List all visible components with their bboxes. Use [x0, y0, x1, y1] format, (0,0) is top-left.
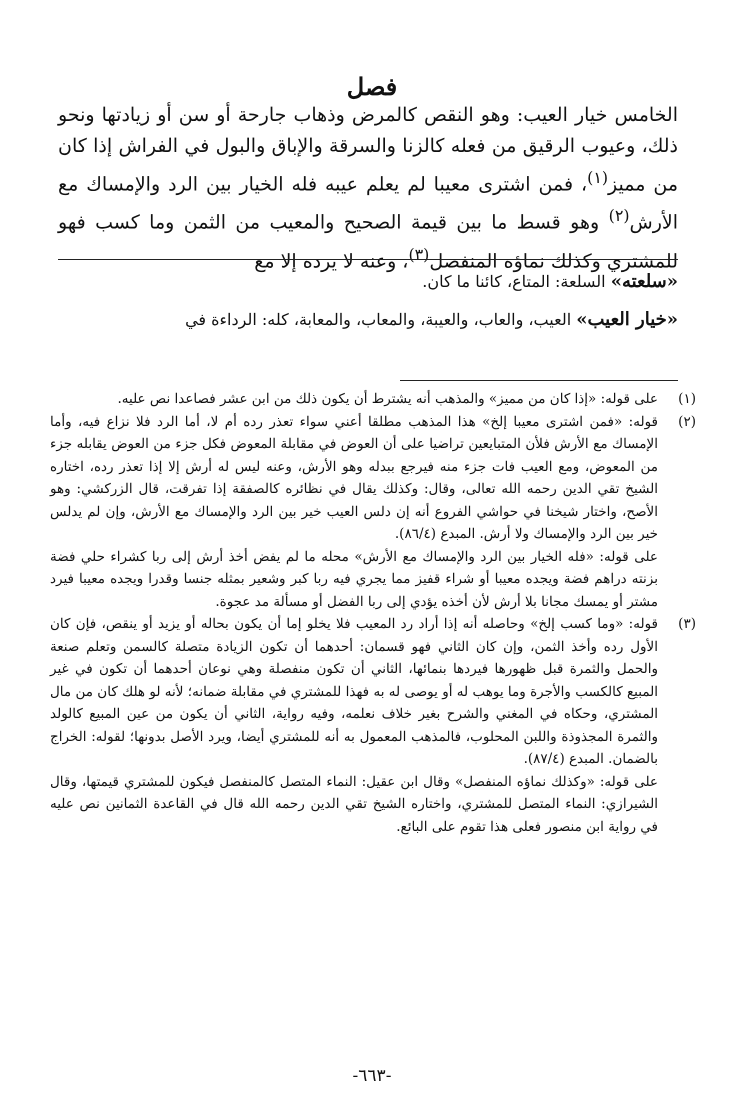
- footnote-marker-1[interactable]: (١): [587, 168, 609, 187]
- footnote-item: [50, 771, 696, 839]
- footnote-number: (١): [678, 391, 696, 407]
- footnote-number: [658, 546, 696, 614]
- gloss-entry-1: [58, 268, 678, 296]
- gloss-term-2: «خيار العيب»: [576, 309, 678, 330]
- section-title: فصل: [346, 72, 398, 101]
- footnote-text: على قوله: «وكذلك نماؤه المنفصل» وقال ابن عقيل: النماء المتصل كالمنفصل فيكون للمشتري قيمتها، وقال الشيرازي: النماء المتصل للمشتري، واختاره الشيخ تقي الدين رحمه الله قال في القاعدة الثمانين نص عليه في رواية ابن منصور فعلى هذا تقوم على البائع.: [50, 773, 658, 835]
- main-text-part-3: وهو قسط ما بين قيمة الصحيح والمعيب من الثمن وما كسب فهو للمشتري وكذلك نماؤه المنفصل: [58, 211, 678, 272]
- main-text-part-2: ، فمن اشترى معيبا لم يعلم عيبه فله الخيار بين الرد والإمساك مع الأرش: [58, 173, 678, 234]
- footnote-text: على قوله: «فله الخيار بين الرد والإمساك مع الأرش» محله ما لم يفض أخذ أرش إلى ربا كشراء حلي فضة بزنته دراهم فضة ويجده معيبا أو شراء قفيز مما يجري فيه ربا كبر وشعير بمثله جنسا وقدرا ويجده معيبا فيرد مشتر أو يمسك مجانا بلا أرش لأن أخذه يؤدي إلى ربا الفضل أو مسألة مد عجوة.: [50, 548, 658, 610]
- main-text-divider: [58, 259, 678, 260]
- footnote-divider: [400, 380, 678, 381]
- gloss-term-1: «سلعته»: [610, 271, 678, 292]
- gloss-text-1: السلعة: المتاع، كائنا ما كان.: [422, 272, 611, 291]
- main-text-part-1: الخامس خيار العيب: وهو النقص كالمرض وذهاب جارحة أو سن أو زيادتها ونحو ذلك، وعيوب الرقيق من فعله كالزنا والسرقة والإباق والبول في الفراش إذا كان من مميز: [58, 104, 678, 196]
- main-paragraph: [58, 100, 678, 277]
- footnote-number: (٢): [678, 413, 696, 430]
- main-text: [58, 100, 678, 277]
- footnote-marker-3[interactable]: (٣): [408, 244, 430, 264]
- footnote-text: قوله: «وما كسب إلخ» وحاصله أنه إذا أراد رد المعيب فلا يخلو إما أن يكون بحاله أو يزيد أو ينقص، فإن كان الأول رده وأخذ الثمن، وإن كان الثاني فهو قسمان: أحدهما أن تكون الزيادة متصلة كالسمن وتعلم صنعة والحمل والثمرة قبل ظهورها فيردها بنمائها، الثاني أن تكون منفصلة وهي نوعان أحدهما أن تكون في غير المبيع كالكسب والأجرة وما يوهب له أو يوصى له به فهذا للمشتري في مقابلة ضمانه؛ لأنه لو هلك كان من مال المشتري، وحكاه في المغني والشرح بغير خلاف نعلمه، وفيه رواية، الثاني أن يكون من عين المبيع كالولد والثمرة المجذوذة واللبن المحلوب، فالمذهب المعمول به أنه للمشتري أيضا، ويرد الأصل بدونها؛ لقوله: الخراج بالضمان. المبدع (٨٧/٤).: [50, 616, 658, 767]
- gloss-entry-2: [58, 306, 678, 334]
- gloss-text-2: العيب، والعاب، والعيبة، والمعاب، والمعابة، كله: الرداءة في: [185, 310, 577, 329]
- footnotes: [50, 388, 696, 838]
- page-number: -٦٦٣-: [352, 1066, 392, 1086]
- footnote-marker-2[interactable]: (٢): [608, 206, 630, 226]
- footnote-item: [50, 546, 696, 614]
- footnote-text: قوله: «فمن اشترى معيبا إلخ» هذا المذهب مطلقا أعني سواء تعذر رده أم لا، أما الرد فلا نزاع فيه، وأما الإمساك مع الأرش فلأن المتبايعين تراضيا على أن العوض في مقابلة المعوض فكل جزء من العوض يقابله جزء من المعوض، ومع العيب فات جزء منه فيرجع ببدله وهو الأرش، وعنه ليس له أرش إلا إذا تعذر رده، اختاره الشيخ تقي الدين رحمه الله تعالى، وقال: وكذلك يقال في نظائره كالصفقة إذا تفرقت، قال الزركشي: وهو الأصح، واختار شيخنا في حواشي الفروع أنه إن دلس العيب خير بين الرد والإمساك مع الأرش، وإن لم يدلس خير بين الرد والإمساك ولا أرش. المبدع (٨٦/٤).: [50, 413, 658, 542]
- footnote-item: [50, 388, 696, 411]
- footnote-text: على قوله: «إذا كان من مميز» والمذهب أنه يشترط أن يكون ذلك من ابن عشر فصاعدا نص عليه.: [117, 391, 658, 407]
- footnote-item: [50, 613, 696, 771]
- footnote-number: [658, 771, 696, 839]
- main-text-part-4: ، وعنه لا يرده إلا مع: [254, 249, 409, 272]
- footnote-item: [50, 411, 696, 546]
- footnote-number: (٣): [678, 616, 696, 632]
